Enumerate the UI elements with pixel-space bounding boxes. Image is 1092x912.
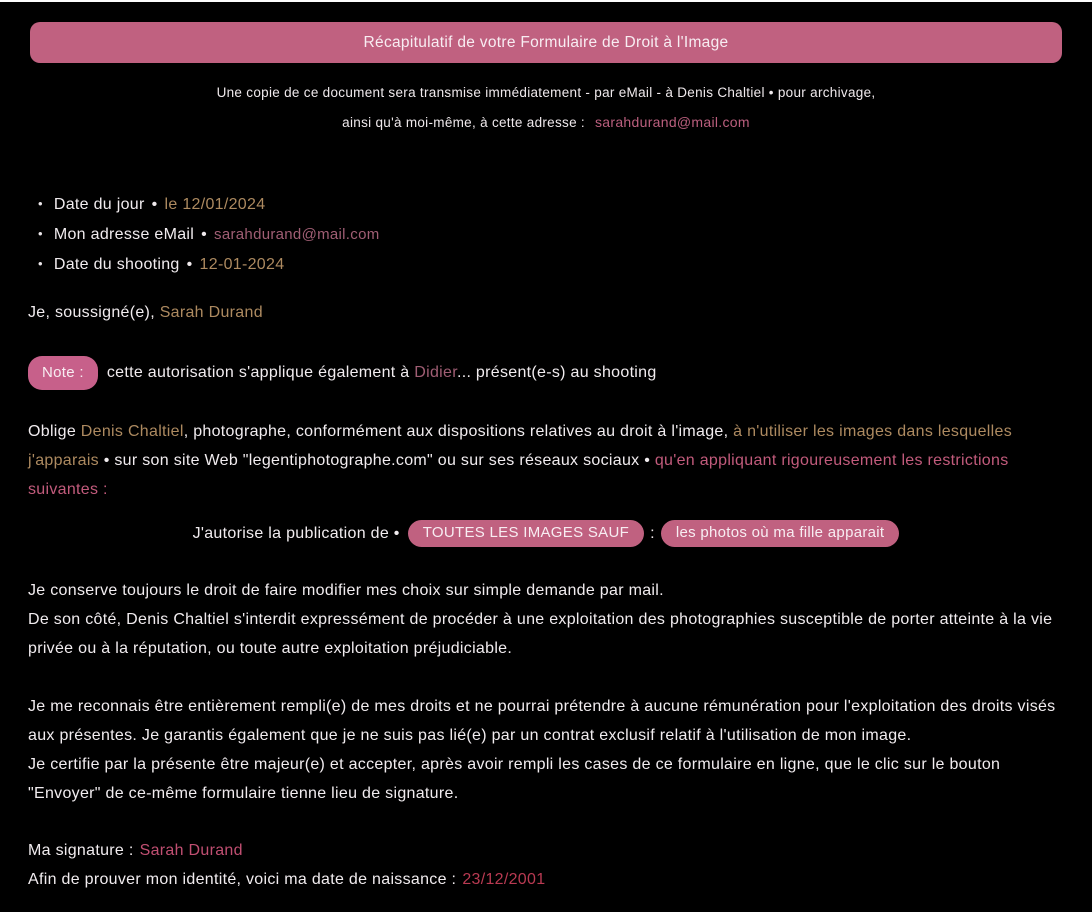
obligation-text-1: Oblige xyxy=(28,423,81,440)
commitments-line-1: Je me reconnais être entièrement rempli(e) de mes droits et ne pourrai prétendre à aucune rémunération pour l'exploitation des droits visés aux présentes. Je garantis également que je ne suis pas lié(e) par un contrat exclusif relatif à l'utilisation de mon image. xyxy=(28,698,1056,744)
birthdate-line xyxy=(28,865,1064,894)
rights-paragraph xyxy=(28,576,1064,663)
authorization-prefix: J'autorise la publication de • xyxy=(192,525,400,542)
summary-list xyxy=(0,189,1092,279)
copy-notice-line2-label: ainsi qu'à moi-même, à cette adresse : xyxy=(342,115,585,130)
bullet-icon: • xyxy=(38,226,43,241)
obligation-text-2: , photographe, conformément aux dispositions relatives au droit à l'image, xyxy=(183,423,734,440)
restrictions-clause: qu'en appliquant rigoureusement les restrictions suivantes : xyxy=(28,452,1009,498)
obligation-text-3: • sur son site Web "legentiphotographe.com" ou sur ses réseaux sociaux • xyxy=(98,452,655,469)
copy-notice-line1: Une copie de ce document sera transmise immédiatement - par eMail - à Denis Chaltiel • pour archivage, xyxy=(216,85,876,100)
bullet-icon: • xyxy=(38,256,43,271)
note-person-name: Didier xyxy=(414,364,457,381)
note-text-after: ... présent(e-s) au shooting xyxy=(456,364,657,381)
separator-dot-icon: • xyxy=(201,226,208,243)
commitments-paragraph xyxy=(28,692,1064,808)
summary-item-shooting-date-label: Date du shooting xyxy=(53,256,180,273)
photographer-name: Denis Chaltiel xyxy=(80,423,184,440)
copy-notice-line2 xyxy=(0,113,1092,132)
separator-dot-icon: • xyxy=(186,256,193,273)
rights-line-1: Je conserve toujours le droit de faire modifier mes choix sur simple demande par mail. xyxy=(28,582,664,599)
signatory-name: Sarah Durand xyxy=(159,304,263,321)
exclusion-chip: les photos où ma fille apparait xyxy=(661,520,900,547)
page-title: Récapitulatif de votre Formulaire de Droit à l'Image xyxy=(363,33,729,51)
summary-item-email-label: Mon adresse eMail xyxy=(53,226,195,243)
birthdate-label: Afin de prouver mon identité, voici ma date de naissance : xyxy=(28,871,457,888)
birthdate-value: 23/12/2001 xyxy=(462,871,546,888)
publication-scope-chip: TOUTES LES IMAGES SAUF xyxy=(408,520,644,547)
note-badge: Note : xyxy=(28,356,98,390)
commitments-line-2: Je certifie par la présente être majeur(e) et accepter, après avoir rempli les cases de ce formulaire en ligne, que le clic sur le bouton "Envoyer" de ce-même formulaire tienne lieu de signature. xyxy=(28,756,1001,802)
authorization-line xyxy=(28,519,1064,548)
summary-item-date-value: le 12/01/2024 xyxy=(164,196,266,213)
obligation-paragraph xyxy=(28,417,1064,504)
summary-item-date xyxy=(38,189,1092,219)
signatory-line xyxy=(28,298,1064,327)
user-email-link[interactable]: sarahdurand@mail.com xyxy=(595,114,750,130)
signature-label: Ma signature : xyxy=(28,842,134,859)
usage-clause: à n'utiliser les images dans lesquelles j'apparais xyxy=(28,423,1013,469)
signature-name: Sarah Durand xyxy=(139,842,243,859)
signatory-label: Je, soussigné(e), xyxy=(28,304,160,321)
note-text-before: cette autorisation s'applique également à xyxy=(106,364,415,381)
separator-dot-icon: • xyxy=(151,196,158,213)
summary-item-date-label: Date du jour xyxy=(53,196,145,213)
bullet-icon: • xyxy=(38,196,43,211)
form-title-banner xyxy=(30,22,1062,63)
summary-item-shooting-date-value: 12-01-2024 xyxy=(199,256,285,273)
signature-line xyxy=(28,836,1064,865)
rights-line-2: De son côté, Denis Chaltiel s'interdit expressément de procéder à une exploitation des photographies susceptible de porter atteinte à la vie privée ou à la réputation, ou toute autre exploitation préjudiciable. xyxy=(28,611,1053,657)
summary-item-email-value[interactable]: sarahdurand@mail.com xyxy=(214,226,380,243)
chip-separator: : xyxy=(650,525,655,542)
summary-item-shooting-date xyxy=(38,249,1092,279)
summary-item-email xyxy=(38,219,1092,249)
note-line xyxy=(28,356,1064,390)
